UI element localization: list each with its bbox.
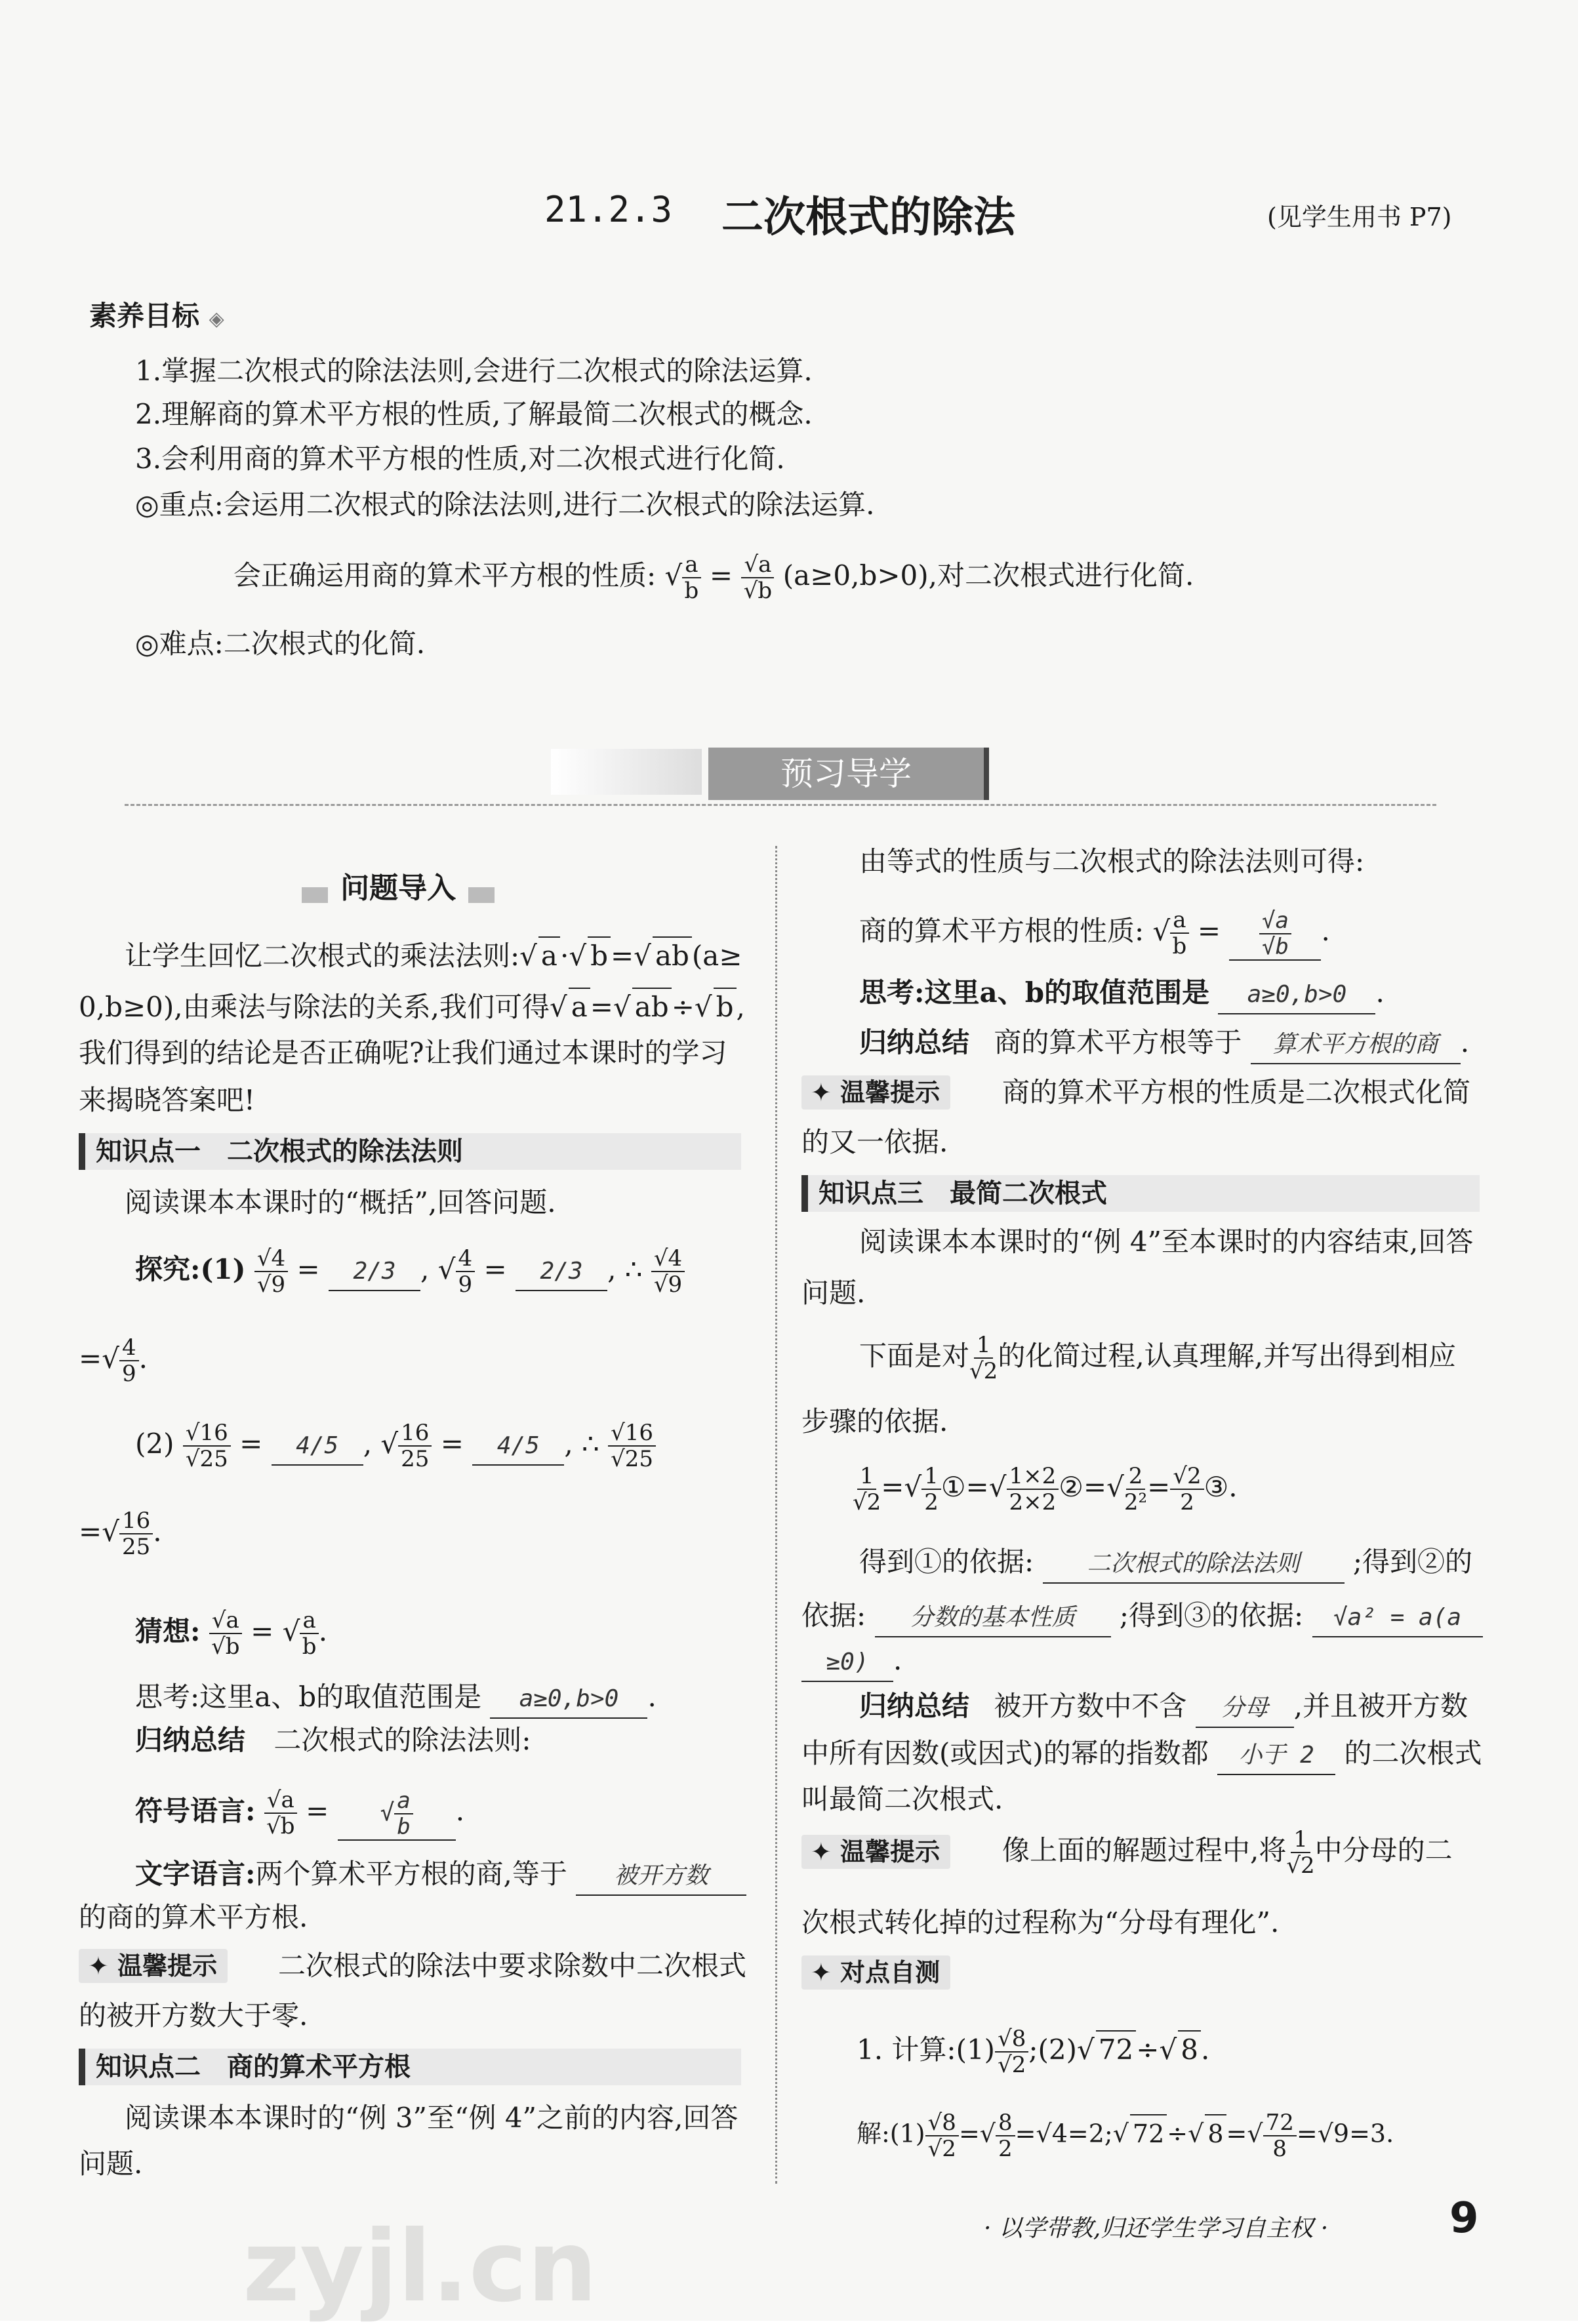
tip-2-text-2: 的又一依据. (801, 1126, 948, 1158)
kp1-summary: 归纳总结 二次根式的除法法则: (135, 1724, 531, 1756)
banner-rule (125, 804, 1436, 806)
kp2-summary-answer[interactable]: 算术平方根的商 (1251, 1026, 1461, 1064)
tip-1-text: 二次根式的除法中要求除数中二次根式 (278, 1950, 747, 1982)
goal-item-1: 1.掌握二次根式的除法法则,会进行二次根式的除法运算. (135, 355, 813, 387)
kp1-read: 阅读课本本课时的“概括”,回答问题. (125, 1186, 556, 1218)
tip-2-label: ✦ 温馨提示 (801, 1075, 950, 1110)
word-answer[interactable]: 被开方数 (576, 1858, 746, 1896)
watermark: zyjl.cn (243, 2210, 597, 2324)
kp3-read: 阅读课本本课时的“例 4”至本课时的内容结束,回答 (859, 1226, 1474, 1258)
quotient-formula: √ $\frac{a}{b}$ = $\frac{√a}{√b}$ (665, 559, 775, 591)
book-reference: (见学生用书 P7) (1267, 203, 1452, 231)
property-line: 商的算术平方根的性质: √ $\frac{a}{b}$ = $\frac{√a}{√b}$ . (859, 907, 1330, 960)
footer-motto: · 以学带教,归还学生学习自主权 · (984, 2215, 1329, 2242)
answer-blank-2[interactable]: 2/3 (516, 1253, 607, 1291)
basis-3-answer[interactable]: √a² = a(a (1312, 1599, 1483, 1637)
multiplication-rule: √ a·√ b=√ ab (519, 940, 692, 972)
kp2-summary: 归纳总结 商的算术平方根等于 算术平方根的商 . (859, 1024, 1469, 1064)
symbol-language: 符号语言: $\frac{√a}{√b}$ = √ $\frac{a}{b}$ . (135, 1787, 465, 1840)
kp1-think: 思考:这里a、b的取值范围是 a≥0,b>0 . (135, 1679, 657, 1719)
kp2-think-answer[interactable]: a≥0,b>0 (1218, 976, 1375, 1014)
explore-1-result: =√ $\frac{4}{9}$ . (79, 1334, 148, 1387)
tip-1-text-2: 的被开方数大于零. (79, 1999, 308, 2032)
explore-1: 探究:(1) $\frac{√4}{√9}$ = 2/3 , √ $\frac{4}{9}$ = 2/3 , ∴ $\frac{√4}{√9}$ (135, 1246, 685, 1297)
simplest-answer-1[interactable]: 分母 (1196, 1690, 1294, 1728)
tip-3-text-2: 次根式转化掉的过程称为“分母有理化”. (801, 1906, 1280, 1938)
sparkle-icon: ✦ (811, 1958, 832, 1987)
word-language: 文字语言:两个算术平方根的商,等于 被开方数 (135, 1856, 746, 1896)
explore-2-result: =√ $\frac{16}{25}$ . (79, 1508, 162, 1560)
word-language-2: 的商的算术平方根. (79, 1901, 308, 1933)
basis-2: 依据: 分数的基本性质 ;得到③的依据: √a² = a(a (801, 1597, 1483, 1637)
answer-blank-1[interactable]: 2/3 (329, 1253, 420, 1291)
basis-3-cont: ≥0) . (801, 1642, 902, 1682)
intro-line-3: 我们得到的结论是否正确呢?让我们通过本课时的学习 (79, 1037, 727, 1069)
self-test-label: ✦ 对点自测 (801, 1955, 950, 1990)
division-relation: √ a=√ ab÷√ b, (550, 991, 745, 1023)
tip-1-label: ✦ 温馨提示 (79, 1949, 228, 1983)
goal-item-3: 3.会利用商的算术平方根的性质,对二次根式进行化简. (135, 443, 785, 475)
knowledge-point-1-title: 知识点一 二次根式的除法法则 (79, 1133, 741, 1170)
sparkle-icon: ✦ (811, 1078, 832, 1107)
simplest-summary-2: 中所有因数(或因式)的幂的指数都 小于 2 的二次根式 (801, 1735, 1482, 1775)
tip-3-label: ✦ 温馨提示 (801, 1835, 950, 1869)
intro-line-2: 0,b≥0),由乘法与除法的关系,我们可得√ a=√ ab÷√ b, (79, 988, 745, 1026)
simplify-line-2: 步骤的依据. (801, 1405, 948, 1437)
key-point-2: 会正确运用商的算术平方根的性质: √ $\frac{a}{b}$ = $\frac{√a}{√b}$ (a≥0,b>0),对二次根式进行化简. (233, 551, 1194, 604)
goal-item-2: 2.理解商的算术平方根的性质,了解最简二次根式的概念. (135, 398, 813, 430)
simplest-summary-1: 归纳总结 被开方数中不含 分母 ,并且被开方数 (859, 1688, 1468, 1728)
answer-blank-3[interactable]: 4/5 (272, 1428, 363, 1466)
section-number: 21.2.3 (544, 189, 673, 230)
simplify-line: 下面是对 $\frac{1}{√2}$ 的化简过程,认真理解,并写出得到相应 (859, 1332, 1457, 1384)
question-1: 1. 计算:(1) $\frac{√8}{√2}$ ;(2)√ 72÷√ 8. (857, 2026, 1210, 2078)
knowledge-point-2-title: 知识点二 商的算术平方根 (79, 2049, 741, 2085)
banner-label: 预习导学 (708, 748, 989, 800)
symbol-answer[interactable]: √ $\frac{a}{b}$ (338, 1788, 456, 1841)
tip-3-text: 像上面的解题过程中,将 $\frac{1}{√2}$ 中分母的二 (1002, 1826, 1453, 1879)
simplest-summary-3: 叫最简二次根式. (801, 1783, 1003, 1815)
kp2-think: 思考:这里a、b的取值范围是 a≥0,b>0 . (859, 974, 1385, 1014)
knowledge-point-3-title: 知识点三 最简二次根式 (801, 1175, 1480, 1212)
simplify-steps: $\frac{1}{√2}$ =√ $\frac{1}{2}$ ①=√ $\frac{1\times 2}{2\times 2}$ ②=√ $\frac{2}{\text{2²}}$ = $\frac{√2}{2}$ ③. (853, 1463, 1238, 1515)
basis-1: 得到①的依据: 二次根式的除法法则 ;得到②的 (859, 1544, 1472, 1584)
tip-2-text: 商的算术平方根的性质是二次根式化简 (1002, 1076, 1471, 1108)
kp2-read-2: 问题. (79, 2148, 143, 2180)
basis-3-answer-cont[interactable]: ≥0) (801, 1644, 893, 1682)
explore-2: (2) $\frac{√16}{√25}$ = 4/5 , √ $\frac{16}{25}$ = 4/5 , ∴ $\frac{√16}{√25}$ (135, 1420, 656, 1472)
property-answer[interactable]: $\frac{√a}{√b}$ (1229, 908, 1321, 961)
basis-2-answer[interactable]: 分数的基本性质 (875, 1599, 1111, 1637)
difficulty: ◎难点:二次根式的化简. (135, 628, 426, 660)
key-point: ◎重点:会运用二次根式的除法法则,进行二次根式的除法运算. (135, 489, 875, 521)
page-title: 二次根式的除法 (721, 193, 1015, 242)
right-line-1: 由等式的性质与二次根式的除法法则可得: (859, 845, 1365, 877)
diamond-arrow-icon: ◈ (209, 308, 224, 331)
intro-line-4: 来揭晓答案吧! (79, 1084, 255, 1116)
page-number: 9 (1449, 2194, 1479, 2243)
answer-blank-4[interactable]: 4/5 (472, 1428, 564, 1466)
basis-1-answer[interactable]: 二次根式的除法法则 (1043, 1546, 1345, 1584)
intro-heading: 问题导入 (302, 864, 495, 902)
sparkle-icon: ✦ (88, 1952, 109, 1980)
banner-shadow (551, 749, 702, 795)
column-divider (775, 846, 777, 2184)
goals-heading: 素养目标 ◈ (89, 300, 224, 332)
intro-line-1: 让学生回忆二次根式的乘法法则:√ a·√ b=√ ab(a≥ (125, 936, 742, 974)
kp3-read-2: 问题. (801, 1277, 866, 1309)
think-answer[interactable]: a≥0,b>0 (490, 1681, 647, 1719)
solution-1: 解:(1) $\frac{√8}{√2}$ =√ $\frac{8}{2}$ =√4=2;√ 72 ÷√ 8 =√ $\frac{72}{8}$ =√9=3. (857, 2110, 1394, 2162)
kp2-read: 阅读课本本课时的“例 3”至“例 4”之前的内容,回答 (125, 2102, 738, 2134)
sparkle-icon: ✦ (811, 1837, 832, 1866)
simplest-answer-2[interactable]: 小于 2 (1217, 1737, 1335, 1775)
guess: 猜想: $\frac{√a}{√b}$ = √ $\frac{a}{b}$ . (135, 1607, 328, 1660)
